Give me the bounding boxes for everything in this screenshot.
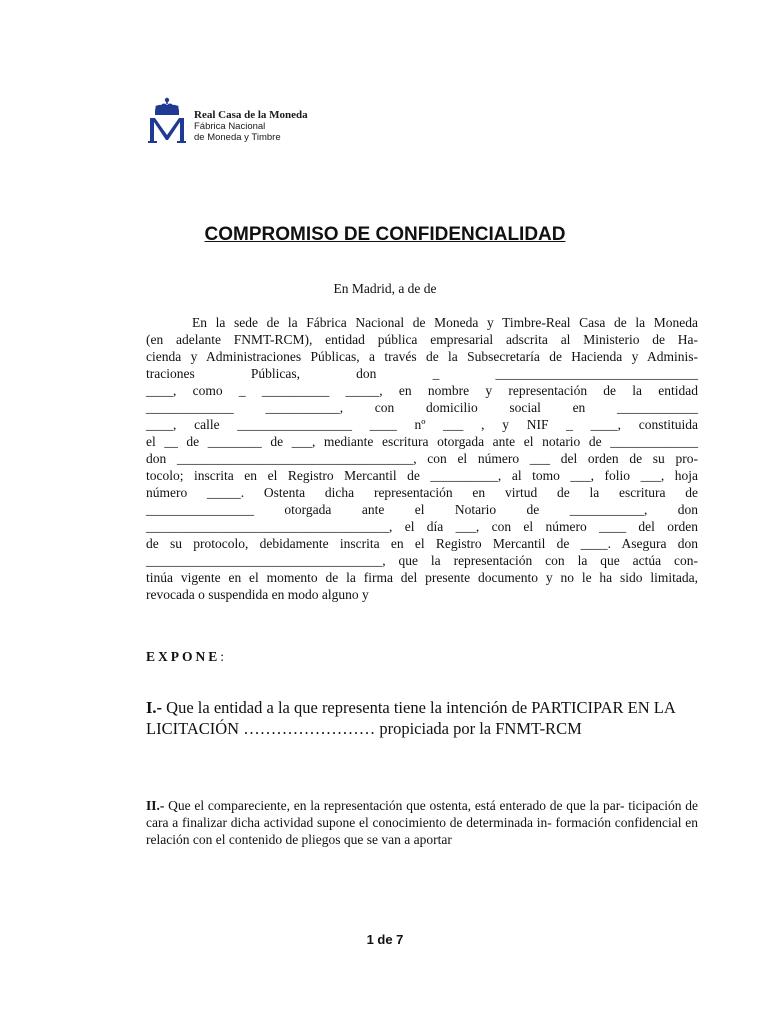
section-1-number: I.- (146, 698, 163, 717)
body-line: el __ de ________ de ___, mediante escritura otorgada ante el notario de _____________ (146, 434, 698, 449)
body-line: ________________ otorgada ante el Notario de ___________, don (146, 502, 698, 517)
body-line: cienda y Administraciones Públicas, a través de la Subsecretaría de Hacienda y Adminis- (146, 349, 698, 364)
body-line: _____________ ___________, con domicilio social en ____________ (146, 400, 698, 415)
expone-label: EXPONE (146, 649, 221, 664)
body-line: tinúa vigente en el momento de la firma del presente documento y no le ha sido limitada, (146, 570, 698, 585)
page-number: 1 de 7 (366, 932, 404, 947)
body-line: de su protocolo, debidamente inscrita en el Registro Mercantil de ____. Asegura don (146, 536, 698, 551)
body-line: tocolo; inscrita en el Registro Mercantil de __________, al tomo ___, folio ___, hoja (146, 468, 698, 483)
section-2-number: II.- (146, 798, 165, 813)
section-1 (146, 697, 698, 739)
expone-heading (146, 649, 224, 665)
logo-subtitle-2: de Moneda y Timbre (194, 132, 281, 143)
logo-subtitle-1: Fábrica Nacional (194, 121, 266, 132)
body-line: (en adelante FNMT-RCM), entidad pública empresarial adscrita al Ministerio de Ha- (146, 332, 698, 347)
body-line: revocada o suspendida en modo alguno y (146, 587, 369, 602)
body-line: ____, como _ __________ _____, en nombre y representación de la entidad (146, 383, 698, 398)
date-line-text: En Madrid, a de de (333, 281, 437, 296)
document-title: COMPROMISO DE CONFIDENCIALIDAD (204, 224, 566, 245)
fnmt-logo (146, 96, 346, 146)
expone-colon: : (220, 649, 225, 664)
body-line: número _____. Ostenta dicha representación en virtud de la escritura de (146, 485, 698, 500)
body-line: ____________________________________, el día ___, con el número ____ del orden (146, 519, 698, 534)
body-line: don ___________________________________, con el número ___ del orden de su pro- (146, 451, 698, 466)
date-line (0, 281, 770, 297)
body-line: ____, calle _________________ ____ nº ___ , y NIF _ ____, constituida (146, 417, 698, 432)
section-2 (146, 797, 698, 848)
body-line: traciones Públicas, don _ ______________________________ (146, 366, 698, 381)
logo-title: Real Casa de la Moneda (194, 109, 308, 121)
crown-m-emblem-icon (146, 96, 188, 146)
body-paragraph (146, 314, 698, 603)
section-2-text: Que el compareciente, en la representación que ostenta, está enterado de que la par- ticipación de cara a finalizar dicha actividad supone el conocimiento de determinada in- formación confidencial en relación con el contenido de pliegos que se van a aportar (146, 798, 698, 847)
body-line: En la sede de la Fábrica Nacional de Moneda y Timbre-Real Casa de la Moneda (192, 315, 698, 330)
body-line: ___________________________________, que la representación con la que actúa con- (146, 553, 698, 568)
section-1-text: Que la entidad a la que representa tiene la intención de PARTICIPAR EN LA LICITACIÓN …………………… propiciada por la FNMT-RCM (146, 698, 675, 738)
